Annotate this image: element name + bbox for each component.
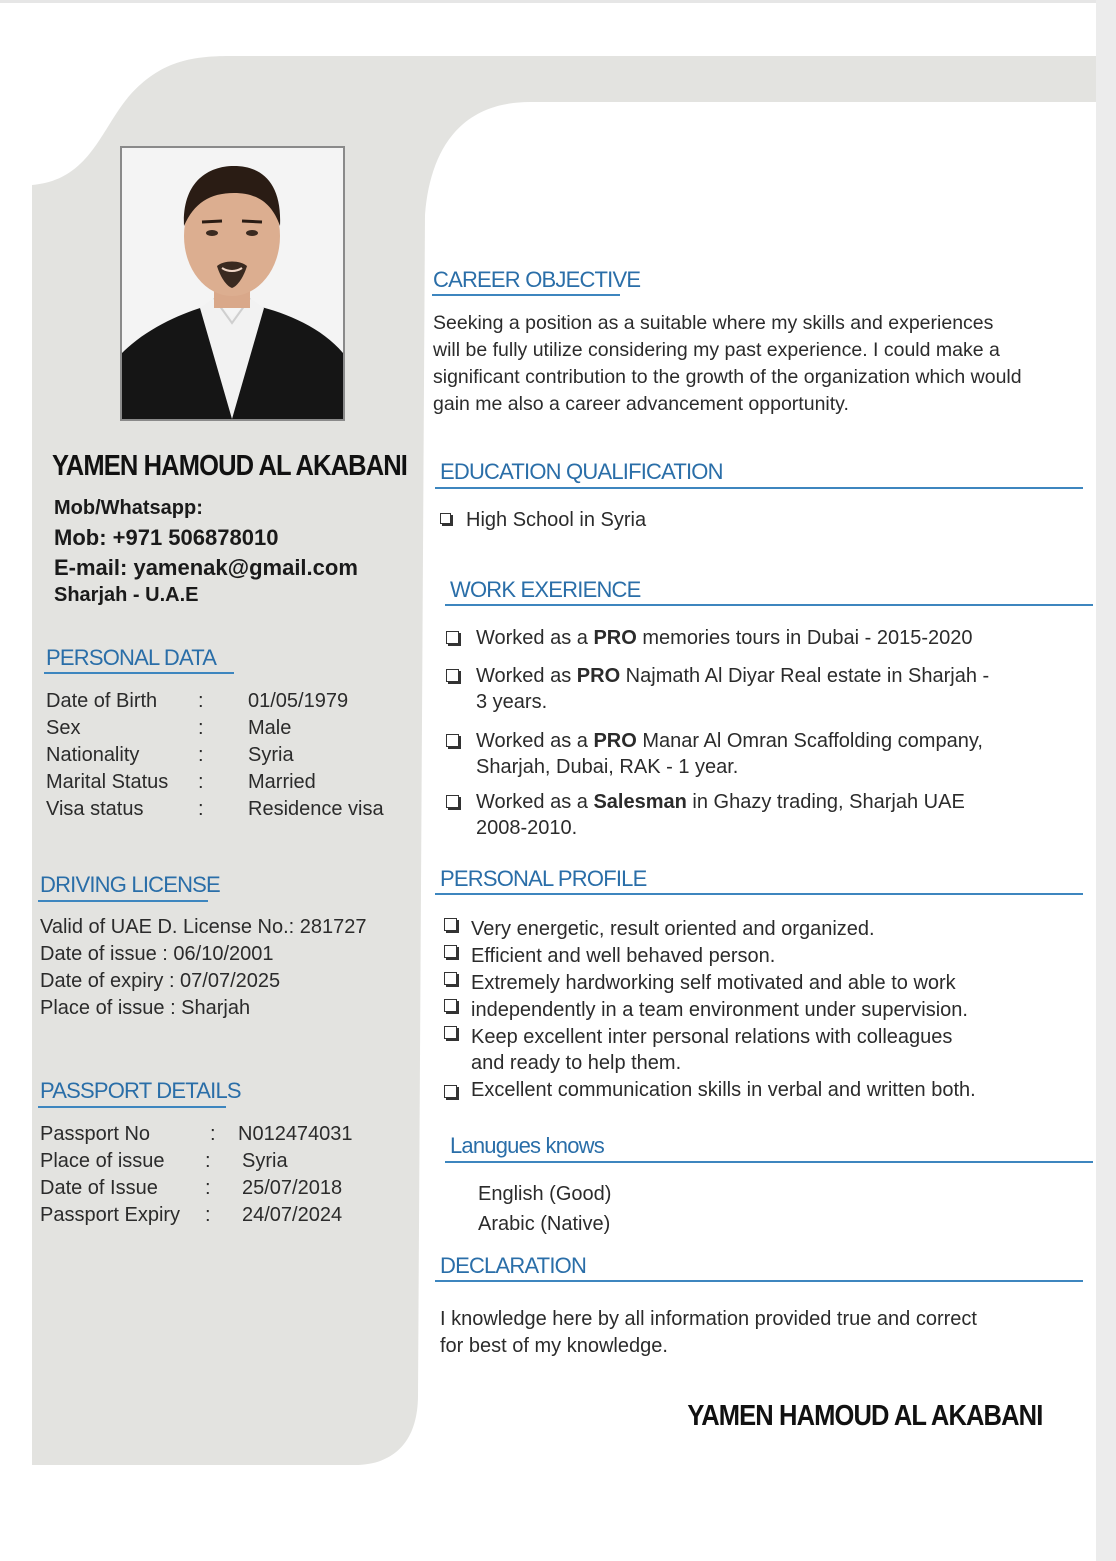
pd-label-marital: Marital Status bbox=[46, 771, 169, 793]
dl-line: Date of issue : 06/10/2001 bbox=[40, 943, 274, 965]
pd-value-nationality: Syria bbox=[248, 744, 294, 766]
pp-value-issue: 25/07/2018 bbox=[242, 1177, 343, 1199]
personal-data-underline bbox=[44, 672, 234, 674]
pd-label-dob: Date of Birth bbox=[46, 690, 158, 712]
pd-sep: : bbox=[198, 717, 204, 739]
pp-sep: : bbox=[205, 1204, 211, 1226]
checkbox-bullet-icon bbox=[446, 669, 459, 682]
pd-sep: : bbox=[198, 798, 204, 820]
pp-sep: : bbox=[205, 1177, 211, 1199]
profile-item: Very energetic, result oriented and organized. bbox=[444, 916, 1064, 942]
pd-label-sex: Sex bbox=[46, 717, 81, 739]
career-objective-underline bbox=[432, 294, 620, 296]
profile-item: independently in a team environment under supervision. bbox=[444, 997, 1064, 1023]
pd-sep: : bbox=[198, 690, 204, 712]
dl-line: Place of issue : Sharjah bbox=[40, 997, 251, 1019]
checkbox-bullet-icon bbox=[444, 999, 457, 1012]
contact-email: E-mail: yamenak@gmail.com bbox=[54, 555, 358, 580]
language-item: Arabic (Native) bbox=[478, 1213, 611, 1235]
profile-item: Excellent communication skills in verbal and written both. bbox=[444, 1077, 1064, 1103]
objective-line: will be fully utilize considering my past experience. I could make a bbox=[433, 339, 1000, 361]
personal-profile-underline bbox=[435, 893, 1083, 895]
pp-value-place: Syria bbox=[242, 1150, 288, 1172]
personal-profile-title: PERSONAL PROFILE bbox=[440, 866, 647, 891]
passport-title: PASSPORT DETAILS bbox=[40, 1078, 241, 1103]
personal-data-title: PERSONAL DATA bbox=[46, 645, 217, 670]
declaration-line: for best of my knowledge. bbox=[440, 1335, 668, 1357]
profile-photo bbox=[120, 146, 345, 421]
education-title: EDUCATION QUALIFICATION bbox=[440, 459, 723, 484]
profile-item: Efficient and well behaved person. bbox=[444, 943, 1064, 969]
pd-value-sex: Male bbox=[248, 717, 292, 739]
pp-sep: : bbox=[205, 1150, 211, 1172]
profile-item: Extremely hardworking self motivated and able to work bbox=[444, 970, 1064, 996]
languages-title: Lanugues knows bbox=[450, 1133, 604, 1158]
checkbox-bullet-icon bbox=[444, 972, 457, 985]
checkbox-bullet-icon bbox=[446, 795, 459, 808]
pd-value-marital: Married bbox=[248, 771, 316, 793]
language-item: English (Good) bbox=[478, 1183, 612, 1205]
declaration-title: DECLARATION bbox=[440, 1253, 587, 1278]
checkbox-bullet-icon bbox=[444, 945, 457, 958]
education-item: High School in Syria bbox=[440, 507, 1040, 533]
checkbox-bullet-icon bbox=[444, 1026, 457, 1039]
page-edge bbox=[1096, 0, 1116, 1561]
pd-value-dob: 01/05/1979 bbox=[248, 690, 349, 712]
pd-label-nationality: Nationality bbox=[46, 744, 140, 766]
checkbox-bullet-icon bbox=[444, 1085, 457, 1098]
contact-mob-label: Mob/Whatsapp: bbox=[54, 497, 203, 519]
dl-line: Date of expiry : 07/07/2025 bbox=[40, 970, 281, 992]
checkbox-bullet-icon bbox=[446, 734, 459, 747]
dl-line: Valid of UAE D. License No.: 281727 bbox=[40, 916, 367, 938]
checkbox-bullet-icon bbox=[440, 513, 451, 524]
contact-mobile: Mob: +971 506878010 bbox=[54, 525, 279, 550]
objective-line: Seeking a position as a suitable where my skills and experiences bbox=[433, 312, 994, 334]
pp-label-expiry: Passport Expiry bbox=[40, 1204, 181, 1226]
pd-sep: : bbox=[198, 744, 204, 766]
work-experience-underline bbox=[445, 604, 1093, 606]
work-item: Worked as a Salesman in Ghazy trading, Sharjah UAE 2008-2010. bbox=[446, 789, 1066, 841]
pp-sep: : bbox=[210, 1123, 216, 1145]
pp-label-issue: Date of Issue bbox=[40, 1177, 158, 1199]
contact-location: Sharjah - U.A.E bbox=[54, 584, 199, 606]
declaration-underline bbox=[435, 1280, 1083, 1282]
objective-line: gain me also a career advancement opportunity. bbox=[433, 393, 849, 415]
declaration-line: I knowledge here by all information provided true and correct bbox=[440, 1308, 977, 1330]
pp-label-number: Passport No bbox=[40, 1123, 151, 1145]
profile-item: Keep excellent inter personal relations with colleagues and ready to help them. bbox=[444, 1024, 1064, 1076]
pp-value-number: N012474031 bbox=[238, 1123, 353, 1145]
passport-underline bbox=[38, 1106, 226, 1108]
education-underline bbox=[435, 487, 1083, 489]
pd-label-visa: Visa status bbox=[46, 798, 144, 820]
work-item: Worked as a PRO Manar Al Omran Scaffolding company, Sharjah, Dubai, RAK - 1 year. bbox=[446, 728, 1066, 780]
checkbox-bullet-icon bbox=[446, 631, 459, 644]
career-objective-title: CAREER OBJECTIVE bbox=[433, 267, 641, 292]
languages-underline bbox=[445, 1161, 1093, 1163]
candidate-name: YAMEN HAMOUD AL AKABANI bbox=[52, 450, 408, 482]
driving-license-title: DRIVING LICENSE bbox=[40, 872, 220, 897]
checkbox-bullet-icon bbox=[444, 918, 457, 931]
pd-value-visa: Residence visa bbox=[248, 798, 384, 820]
driving-license-underline bbox=[38, 900, 208, 902]
signature-name: YAMEN HAMOUD AL AKABANI bbox=[686, 1400, 1042, 1432]
work-item: Worked as a PRO memories tours in Dubai - 2015-2020 bbox=[446, 625, 1066, 651]
pp-label-place: Place of issue bbox=[40, 1150, 165, 1172]
work-experience-title: WORK EXERIENCE bbox=[450, 577, 641, 602]
pp-value-expiry: 24/07/2024 bbox=[242, 1204, 343, 1226]
work-item: Worked as PRO Najmath Al Diyar Real estate in Sharjah - 3 years. bbox=[446, 663, 1066, 715]
objective-line: significant contribution to the growth of the organization which would bbox=[433, 366, 1022, 388]
pd-sep: : bbox=[198, 771, 204, 793]
